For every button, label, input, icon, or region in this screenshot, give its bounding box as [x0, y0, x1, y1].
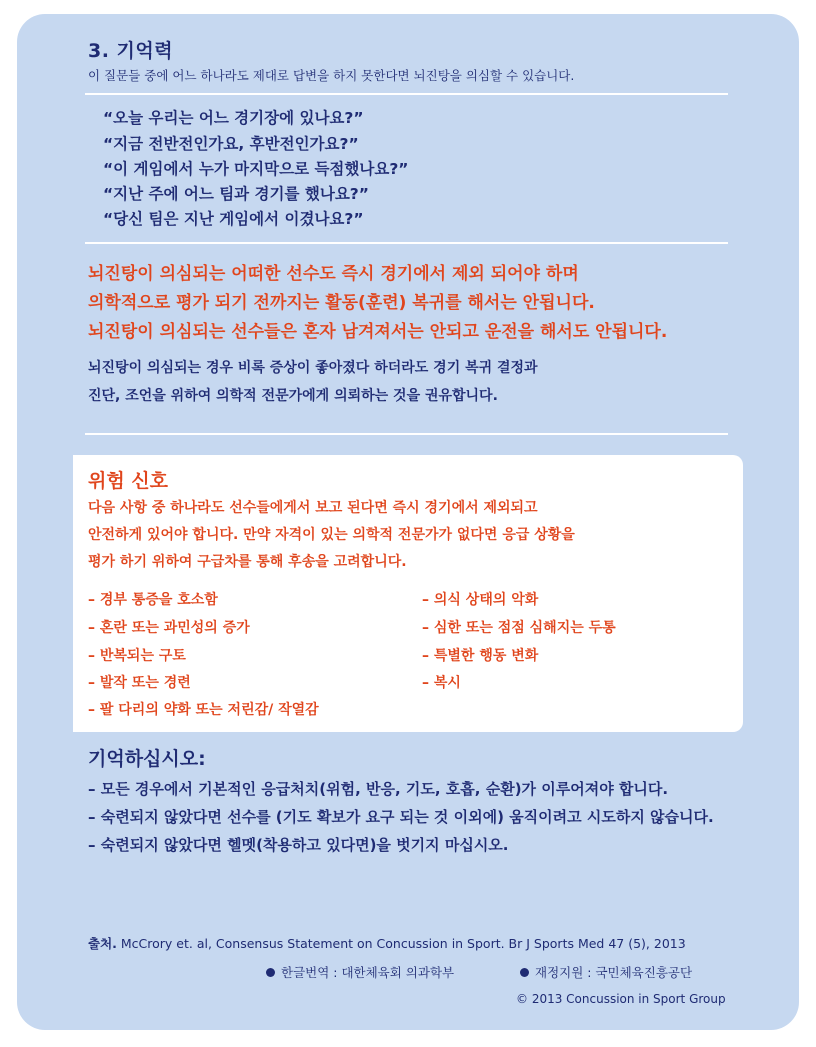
memory-question: “오늘 우리는 어느 경기장에 있나요?”	[103, 109, 364, 127]
symptom-item: – 혼란 또는 과민성의 증가	[88, 620, 250, 636]
bullet-icon	[266, 968, 275, 977]
source-citation	[88, 934, 686, 952]
danger-title: 위험 신호	[88, 470, 169, 492]
memory-section-title: 3. 기억력	[88, 40, 174, 62]
divider	[85, 242, 728, 244]
divider	[85, 93, 728, 95]
translation-text: 한글번역 : 대한체육회 의과학부	[281, 965, 455, 980]
symptom-item: – 발작 또는 경련	[88, 675, 191, 691]
memory-question: “지금 전반전인가요, 후반전인가요?”	[103, 135, 359, 153]
remember-item: – 숙련되지 않았다면 헬멧(착용하고 있다면)을 벗기지 마십시오.	[88, 836, 509, 854]
remember-title: 기억하십시오:	[88, 748, 206, 770]
source-label: 출처.	[88, 936, 117, 951]
symptom-item: – 특별한 행동 변화	[422, 648, 539, 664]
memory-question: “이 게임에서 누가 마지막으로 득점했나요?”	[103, 160, 409, 178]
symptom-item: – 팔 다리의 약화 또는 저린감/ 작열감	[88, 702, 319, 718]
memory-question: “지난 주에 어느 팀과 경기를 했나요?”	[103, 185, 369, 203]
symptom-item: – 의식 상태의 악화	[422, 592, 539, 608]
funding-text: 재정지원 : 국민체육진흥공단	[535, 965, 693, 980]
memory-intro: 이 질문들 중에 어느 하나라도 제대로 답변을 하지 못한다면 뇌진탕을 의심할 수 있습니다.	[88, 68, 575, 83]
warning-line: 뇌진탕이 의심되는 어떠한 선수도 즉시 경기에서 제외 되어야 하며	[88, 264, 579, 284]
warning-line: 뇌진탕이 의심되는 선수들은 혼자 남겨져서는 안되고 운전을 해서도 안됩니다.	[88, 322, 668, 342]
divider	[85, 433, 728, 435]
bullet-icon	[520, 968, 529, 977]
funding-credit	[520, 963, 692, 981]
remember-item: – 숙련되지 않았다면 선수를 (기도 확보가 요구 되는 것 이외에) 움직이려고 시도하지 않습니다.	[88, 808, 714, 826]
translation-credit	[266, 963, 454, 981]
remember-item: – 모든 경우에서 기본적인 응급처치(위험, 반응, 기도, 호흡, 순환)가 이루어져야 합니다.	[88, 780, 669, 798]
symptom-item: – 경부 통증을 호소함	[88, 592, 218, 608]
symptom-item: – 복시	[422, 675, 461, 691]
symptom-item: – 반복되는 구토	[88, 648, 186, 664]
advice-line: 뇌진탕이 의심되는 경우 비록 증상이 좋아졌다 하더라도 경기 복귀 결정과	[88, 360, 538, 376]
copyright: © 2013 Concussion in Sport Group	[516, 992, 726, 1006]
danger-text-line: 안전하게 있어야 합니다. 만약 자격이 있는 의학적 전문가가 없다면 응급 상황을	[88, 527, 575, 543]
danger-text-line: 다음 사항 중 하나라도 선수들에게서 보고 된다면 즉시 경기에서 제외되고	[88, 500, 538, 516]
memory-question: “당신 팀은 지난 게임에서 이겼나요?”	[103, 210, 364, 228]
symptom-item: – 심한 또는 점점 심해지는 두통	[422, 620, 616, 636]
warning-line: 의학적으로 평가 되기 전까지는 활동(훈련) 복귀를 해서는 안됩니다.	[88, 293, 595, 313]
source-text: McCrory et. al, Consensus Statement on Concussion in Sport. Br J Sports Med 47 (5), 2013	[120, 936, 686, 951]
advice-line: 진단, 조언을 위하여 의학적 전문가에게 의뢰하는 것을 권유합니다.	[88, 388, 498, 404]
danger-text-line: 평가 하기 위하여 구급차를 통해 후송을 고려합니다.	[88, 554, 407, 570]
